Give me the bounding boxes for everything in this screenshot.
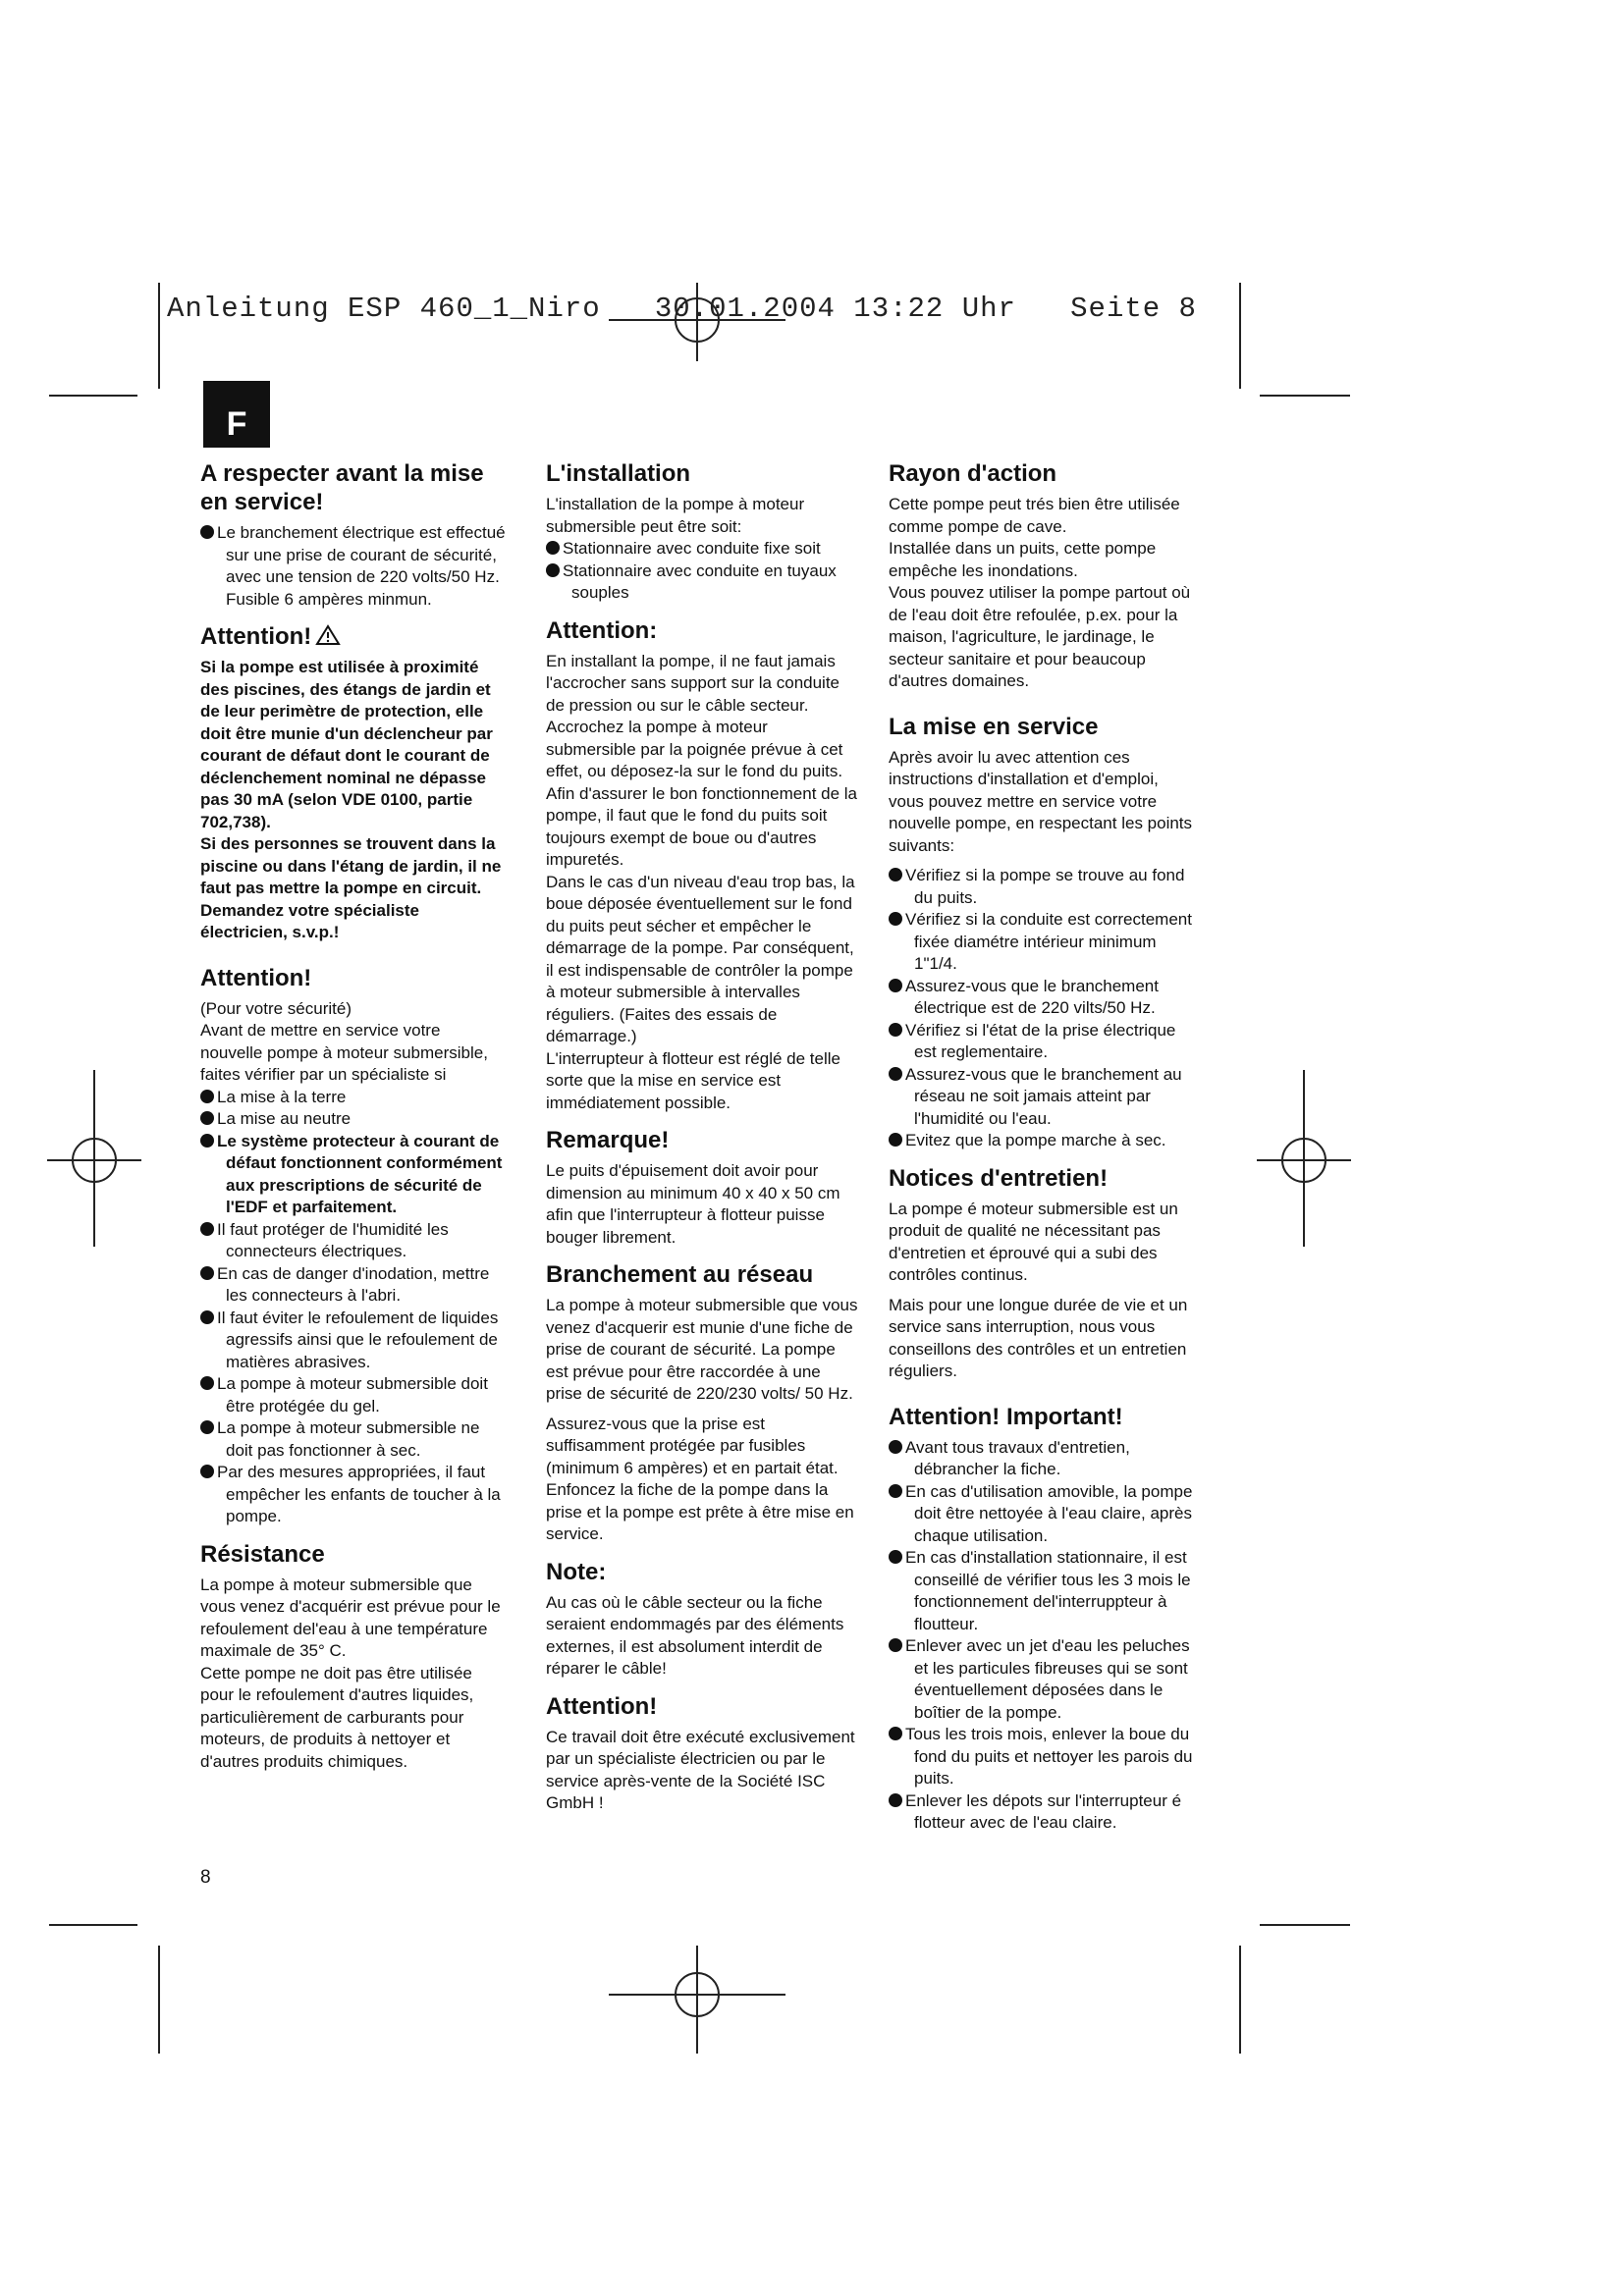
bullet-icon [889,979,902,992]
column-2 [546,459,858,1815]
section-title: Note: [546,1558,607,1585]
section-title: A respecter avant la mise en service! [200,460,484,515]
registration-mark-icon [609,1946,785,2054]
bullet-icon [889,1023,902,1037]
list-item: Il faut protéger de l'humidité les connecteurs électriques. [200,1219,507,1263]
crop-mark [158,1946,160,2054]
bullet-icon [200,1420,214,1434]
list-item: Tous les trois mois, enlever la boue du fond du puits et nettoyer les parois du puits. [889,1724,1195,1790]
crop-mark [158,283,160,389]
bullet-icon [889,868,902,881]
bullet-icon [889,1550,902,1564]
paragraph: Installée dans un puits, cette pompe empêche les inondations. [889,539,1157,580]
crop-mark [1260,395,1350,397]
list-item: La pompe à moteur submersible doit être protégée du gel. [200,1373,507,1417]
paragraph: L'installation de la pompe à moteur submersible peut être soit: [546,495,805,536]
warning-triangle-icon [315,624,341,646]
paragraph: Cette pompe peut trés bien être utilisée comme pompe de cave. [889,495,1180,536]
bullet-icon [200,1222,214,1236]
bullet-list [889,1437,1195,1835]
print-slug: Anleitung ESP 460_1_Niro 30.01.2004 13:22 Uhr Seite 8 [167,293,1197,325]
list-item: Vérifiez si la pompe se trouve au fond du puits. [889,865,1195,909]
paragraph: La pompe é moteur submersible est un produit de qualité ne nécessitant pas d'entretien et éprouvé qui a subi des contrôles continus. [889,1199,1178,1284]
list-item: Enlever avec un jet d'eau les peluches et les particules fibreuses qui se sont éventuellement déposées dans le boîtier de la pompe. [889,1635,1195,1724]
list-item: En cas d'installation stationnaire, il est conseillé de vérifier tous les 3 mois le fonctionnement del'interruppteur à floutteur. [889,1547,1195,1635]
bullet-icon [200,1134,214,1148]
language-tab: F [203,381,270,448]
bullet-icon [889,1638,902,1652]
bullet-list [889,865,1195,1152]
paragraph: Ce travail doit être exécuté exclusivement par un spécialiste électricien ou par le service après-vente de la Société ISC GmbH ! [546,1727,855,1812]
paragraph: (Pour votre sécurité) [200,998,352,1018]
list-item: En cas d'utilisation amovible, la pompe doit être nettoyée à l'eau claire, après chaque utilisation. [889,1481,1195,1548]
bullet-icon [546,563,560,577]
list-item: Il faut éviter le refoulement de liquides agressifs ainsi que le refoulement de matières abrasives. [200,1308,507,1374]
list-item: La pompe à moteur submersible ne doit pas fonctionner à sec. [200,1417,507,1462]
registration-mark-icon [1257,1070,1351,1247]
section-title: Branchement au réseau [546,1261,814,1288]
page-number: 8 [200,1867,211,1888]
section-title: Attention! [546,1692,658,1720]
list-item: Vérifiez si la conduite est correctement fixée diamétre intérieur minimum 1"1/4. [889,909,1195,976]
bullet-list [200,522,507,611]
list-item: En cas de danger d'inodation, mettre les connecteurs à l'abri. [200,1263,507,1308]
warning-text: Si des personnes se trouvent dans la piscine ou dans l'étang de jardin, il ne faut pas mettre la pompe en circuit. [200,834,502,897]
bullet-icon [200,1090,214,1103]
list-item: Le système protecteur à courant de défaut fonctionnent conformément aux prescriptions de sécurité de l'EDF et parfaitement. [200,1131,507,1219]
bullet-icon [889,1133,902,1147]
list-item: Assurez-vous que le branchement électrique est de 220 vilts/50 Hz. [889,976,1195,1020]
section-title: Attention! Important! [889,1403,1123,1430]
bullet-icon [889,912,902,926]
list-item: Avant tous travaux d'entretien, débrancher la fiche. [889,1437,1195,1481]
section-title: Résistance [200,1540,325,1568]
paragraph: Au cas où le câble secteur ou la fiche seraient endommagés par des éléments externes, il est absolument interdit de réparer le câble! [546,1592,844,1678]
warning-text: Demandez votre spécialiste électricien, s.v.p.! [200,900,419,941]
bullet-icon [200,1111,214,1125]
bullet-icon [200,1376,214,1390]
paragraph: Le puits d'épuisement doit avoir pour dimension au minimum 40 x 40 x 50 cm afin que l'interrupteur à flotteur puisse bouger librement. [546,1161,840,1247]
warning-text: Si la pompe est utilisée à proximité des piscines, des étangs de jardin et de leur perimètre de protection, elle doit être munie d'un déclencheur par courant de défaut dont le courant de déclenchement nominal ne dépasse pas 30 mA (selon VDE 0100, partie 702,738). [200,658,493,831]
paragraph: En installant la pompe, il ne faut jamais l'accrocher sans support sur la conduite de pression ou sur le câble secteur. Accrochez la pompe à moteur submersible par la poignée prévue à cet effet, ou déposez-la sur le fond du puits. Afin d'assurer le bon fonctionnement de la pompe, il faut que le fond du puits soit toujours exempt de boue ou d'autres impuretés. [546,651,857,869]
list-item: Evitez que la pompe marche à sec. [889,1130,1195,1152]
bullet-icon [546,541,560,555]
bullet-icon [200,1310,214,1324]
registration-mark-icon [609,283,785,361]
column-3 [889,459,1195,1835]
registration-mark-icon [47,1070,141,1247]
paragraph: La pompe à moteur submersible que vous venez d'acquérir est prévue pour le refoulement del'eau à une température maximale de 35° C. [200,1575,501,1660]
paragraph: L'interrupteur à flotteur est réglé de telle sorte que la mise en service est immédiatement possible. [546,1048,840,1112]
bullet-list [200,1087,507,1528]
section-title: Rayon d'action [889,460,1057,487]
crop-mark [1239,283,1241,389]
paragraph: Mais pour une longue durée de vie et un service sans interruption, nous vous conseillons des contrôles et un entretien réguliers. [889,1295,1188,1380]
bullet-icon [889,1727,902,1740]
list-item: Stationnaire avec conduite fixe soit [546,538,858,561]
bullet-icon [889,1440,902,1454]
bullet-icon [889,1484,902,1498]
section-title: Remarque! [546,1127,670,1153]
paragraph: La pompe à moteur submersible que vous venez d'acquerir est munie d'une fiche de prise de courant de sécurité. La pompe est prévue pour être raccordée à une prise de sécurité de 220/230 volts/ 50 Hz. [546,1296,858,1403]
list-item: Enlever les dépots sur l'interrupteur é flotteur avec de l'eau claire. [889,1790,1195,1835]
bullet-icon [200,525,214,539]
list-item: Vérifiez si l'état de la prise électrique est reglementaire. [889,1020,1195,1064]
list-item: La mise au neutre [200,1108,507,1131]
crop-mark [49,395,137,397]
section-title: L'installation [546,460,691,487]
bullet-list [546,538,858,605]
section-title: Notices d'entretien! [889,1164,1109,1192]
bullet-icon [889,1067,902,1081]
section-title: La mise en service [889,713,1099,740]
paragraph: Cette pompe ne doit pas être utilisée pour le refoulement d'autres liquides, particulièrement de carburants pour moteurs, de produits à nettoyer et d'autres produits chimiques. [200,1663,474,1771]
list-item: Stationnaire avec conduite en tuyaux souples [546,561,858,605]
paragraph: Avant de mettre en service votre nouvelle pompe à moteur submersible, faites vérifier par un spécialiste si [200,1021,488,1084]
paragraph: Après avoir lu avec attention ces instructions d'installation et d'emploi, vous pouvez mettre en service votre nouvelle pompe, en respectant les points suivants: [889,747,1193,855]
list-item: Le branchement électrique est effectué sur une prise de courant de sécurité, avec une tension de 220 volts/50 Hz. Fusible 6 ampères minmun. [200,522,507,611]
crop-mark [49,1924,137,1926]
bullet-icon [200,1465,214,1478]
bullet-icon [889,1793,902,1807]
column-1 [200,459,507,1773]
crop-mark [1260,1924,1350,1926]
bullet-icon [200,1266,214,1280]
paragraph: Vous pouvez utiliser la pompe partout où de l'eau doit être refoulée, p.ex. pour la maison, l'agriculture, le jardinage, le secteur sanitaire et pour beaucoup d'autres domaines. [889,583,1191,690]
list-item: Assurez-vous que le branchement au réseau ne soit jamais atteint par l'humidité ou l'eau. [889,1064,1195,1131]
list-item: Par des mesures appropriées, il faut empêcher les enfants de toucher à la pompe. [200,1462,507,1528]
crop-mark [1239,1946,1241,2054]
list-item: La mise à la terre [200,1087,507,1109]
section-title: Attention! [200,964,312,991]
paragraph: Dans le cas d'un niveau d'eau trop bas, la boue déposée éventuellement sur le fond du puits peut sécher et empêcher le démarrage de la pompe. Par conséquent, il est indispensable de contrôler la pompe à moteur submersible à intervalles réguliers. (Faites des essais de démarrage.) [546,872,855,1045]
paragraph: Assurez-vous que la prise est suffisamment protégée par fusibles (minimum 6 ampères) et en partait état. Enfoncez la fiche de la pompe dans la prise et la pompe est prête à être mise en service. [546,1414,854,1543]
section-title: Attention! [200,622,507,651]
section-title: Attention: [546,616,658,644]
